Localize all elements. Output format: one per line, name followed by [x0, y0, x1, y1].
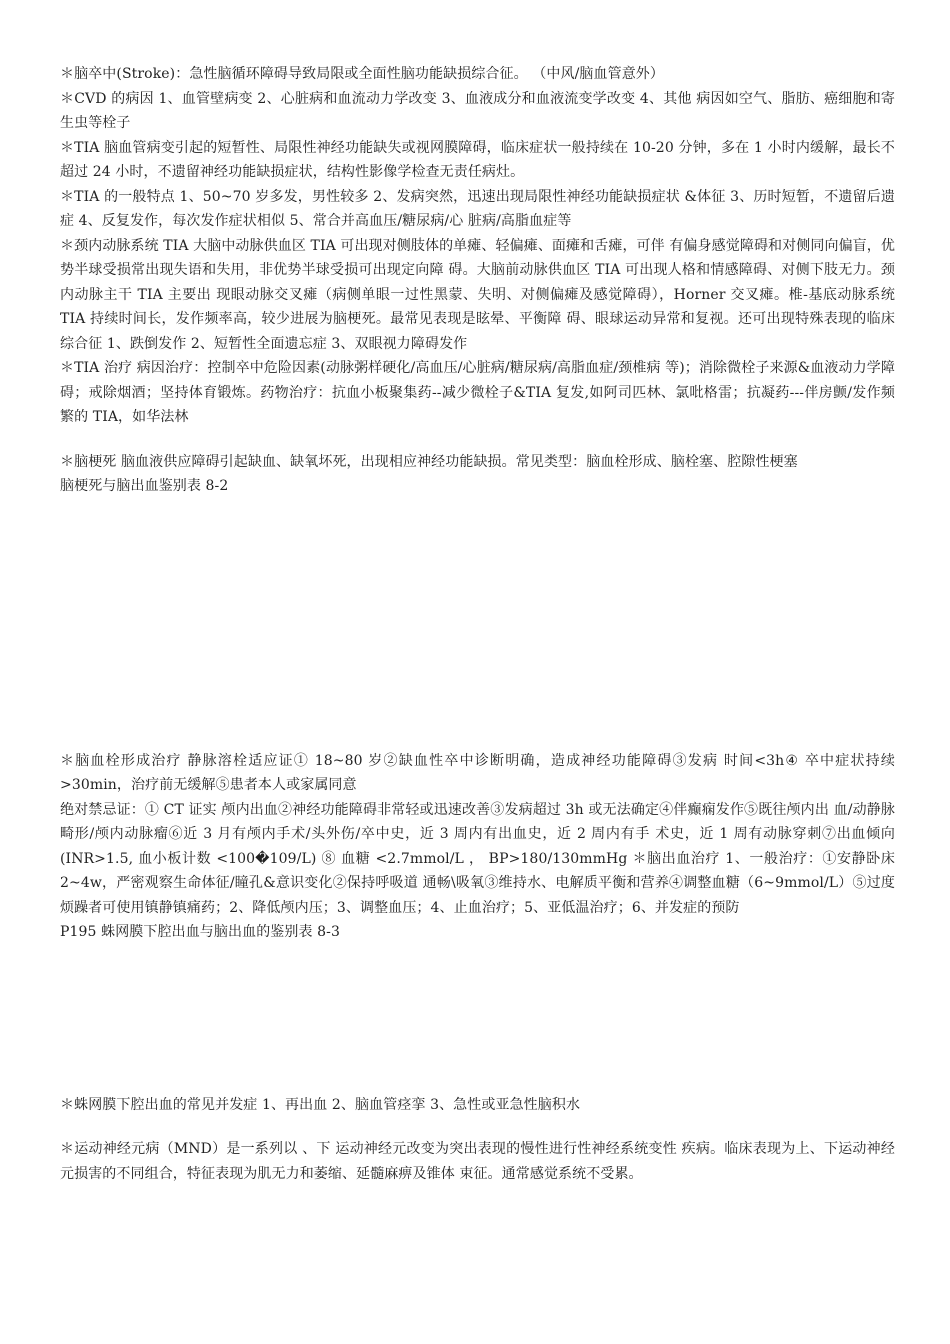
paragraph-cvd-causes: ＊CVD 的病因 1、血管壁病变 2、心脏病和血流动力学改变 3、血液成分和血液流变学改变 4、其他 病因如空气、脂肪、癌细胞和寄生虫等栓子: [60, 90, 895, 131]
table-placeholder-8-3: [60, 945, 895, 1093]
paragraph-contraindications: 绝对禁忌证：① CT 证实 颅内出血②神经功能障碍非常轻或迅速改善③发病超过 3h 或无法确定④伴癫痫发作⑤既往颅内出 血/动静脉畸形/颅内动脉瘤⑥近 3 月有颅内手术/头外伤/卒中史，近 3 周内有出血史，近 2 周内有手 术史，近 1 周有动脉穿刺⑦出血倾向 (INR>1.5, 血小板计数 <100�109/L) ⑧ 血糖 <2.7mmol/L ， BP>180/130mmHg ＊脑出血治疗 1、一般治疗：①安静卧床 2~4w，严密观察生命体征/瞳孔&意识变化②保持呼吸道 通畅\吸氧③维持水、电解质平衡和营养④调整血糖（6~9mmol/L）⑤过度烦躁者可使用镇静镇痛药；2、降低颅内压；3、调整血压；4、止血治疗；5、亚低温治疗；6、并发症的预防: [60, 801, 895, 916]
table-caption-8-2: 脑梗死与脑出血鉴别表 8-2: [60, 478, 229, 494]
document-page: [60, 62, 895, 1186]
paragraph-sah-complications: ＊蛛网膜下腔出血的常见并发症 1、再出血 2、脑血管痉挛 3、急性或亚急性脑积水: [60, 1096, 581, 1113]
paragraph-tia-definition: ＊TIA 脑血管病变引起的短暂性、局限性神经功能缺失或视网膜障碍，临床症状一般持续在 10-20 分钟，多在 1 小时内缓解，最长不超过 24 小时，不遗留神经功能缺损症状，结构性影像学检查无责任病灶。: [60, 139, 895, 180]
paragraph-cerebral-infarction: ＊脑梗死 脑血液供应障碍引起缺血、缺氧坏死，出现相应神经功能缺损。常见类型：脑血栓形成、脑栓塞、腔隙性梗塞: [60, 453, 798, 470]
paragraph-tia-treatment: ＊TIA 治疗 病因治疗：控制卒中危险因素(动脉粥样硬化/高血压/心脏病/糖尿病/高脂血症/颈椎病 等)；消除微栓子来源&血液动力学障碍；戒除烟酒；坚持体育锻炼。药物治疗：抗血小板聚集药--减少微栓子&TIA 复发,如阿司匹林、氯吡格雷；抗凝药---伴房颤/发作频繁的 TIA，如华法林: [60, 360, 895, 425]
table-placeholder-8-2: [60, 499, 895, 749]
blank-line: [60, 430, 895, 450]
paragraph-thrombolysis-indications: ＊脑血栓形成治疗 静脉溶栓适应证① 18~80 岁②缺血性卒中诊断明确，造成神经功能障碍③发病 时间<3h④ 卒中症状持续>30min，治疗前无缓解⑤患者本人或家属同意: [60, 752, 895, 793]
paragraph-tia-features: ＊TIA 的一般特点 1、50~70 岁多发，男性较多 2、发病突然，迅速出现局限性神经功能缺损症状 &体征 3、历时短暂，不遗留后遗症 4、反复发作，每次发作症状相似 5、常合并高血压/糖尿病/心 脏病/高脂血症等: [60, 188, 895, 229]
paragraph-mnd: ＊运动神经元病（MND）是一系列以 、下 运动神经元改变为突出表现的慢性进行性神经系统变性 疾病。临床表现为上、下运动神经元损害的不同组合，特征表现为肌无力和萎缩、延髓麻痹及锥体 束征。通常感觉系统不受累。: [60, 1141, 895, 1182]
paragraph-carotid-tia: ＊颈内动脉系统 TIA 大脑中动脉供血区 TIA 可出现对侧肢体的单瘫、轻偏瘫、面瘫和舌瘫，可伴 有偏身感觉障碍和对侧同向偏盲，优势半球受损常出现失语和失用，非优势半球受损可出现定向障 碍。大脑前动脉供血区 TIA 可出现人格和情感障碍、对侧下肢无力。颈内动脉主干 TIA 主要出 现眼动脉交叉瘫（病侧单眼一过性黑蒙、失明、对侧偏瘫及感觉障碍），Horner 交叉瘫。椎-基底动脉系统 TIA 持续时间长，发作频率高，较少进展为脑梗死。最常见表现是眩晕、平衡障 碍、眼球运动异常和复视。还可出现特殊表现的临床综合征 1、跌倒发作 2、短暂性全面遗忘症 3、双眼视力障碍发作: [60, 237, 895, 352]
table-caption-8-3: P195 蛛网膜下腔出血与脑出血的鉴别表 8-3: [60, 924, 340, 940]
paragraph-stroke-definition: ＊脑卒中(Stroke)：急性脑循环障碍导致局限或全面性脑功能缺损综合征。 （中风/脑血管意外）: [60, 66, 664, 82]
blank-line: [60, 1117, 895, 1137]
